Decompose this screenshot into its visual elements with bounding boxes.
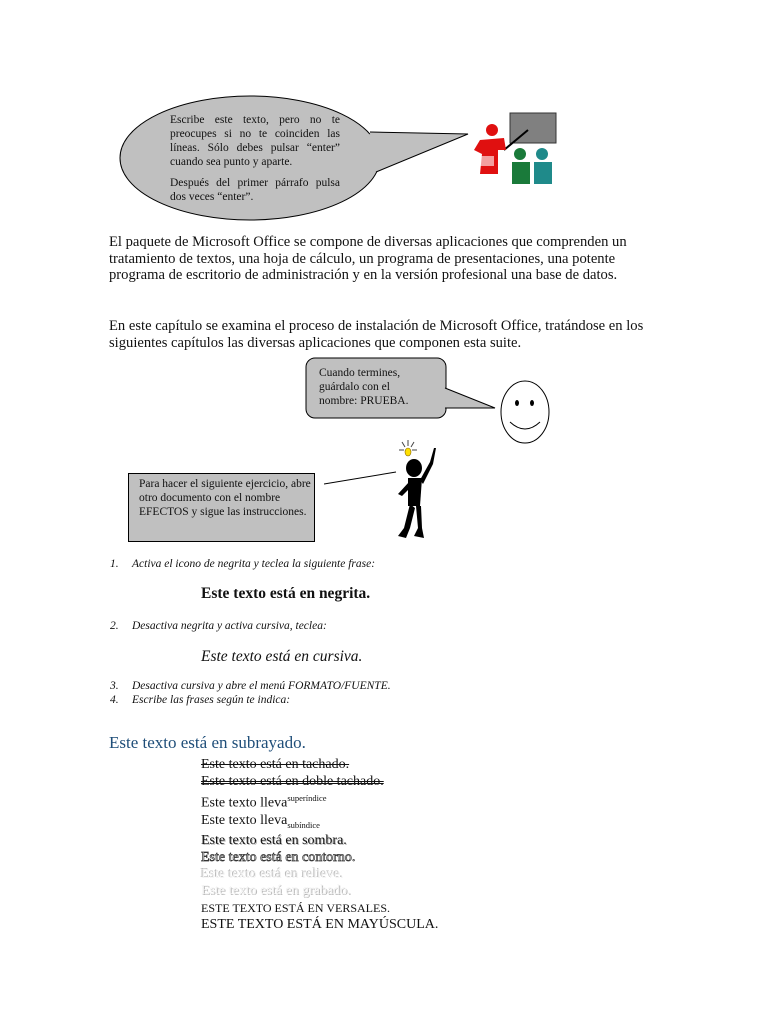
underline-heading: Este texto está en subrayado. <box>109 733 306 752</box>
effect-tachado: Este texto está en tachado. <box>201 757 350 772</box>
effect-doble-tachado: Este texto está en doble tachado. <box>201 773 384 789</box>
effect-subindice <box>201 813 438 834</box>
effect-versales: ESTE TEXTO ESTÁ EN VERSALES. <box>201 901 391 916</box>
connector-line <box>324 468 399 488</box>
subscript-base: Este texto lleva <box>201 812 288 828</box>
step-text: Escribe las frases según te indica: <box>132 694 291 706</box>
superscript-text: superíndice <box>287 793 327 804</box>
presenter-clipart <box>470 110 565 190</box>
instruction-box-text: Para hacer el siguiente ejercicio, abre otro documento con el nombre EFECTOS y sigue las instrucciones. <box>139 478 311 518</box>
thinking-figure-clipart <box>394 436 446 546</box>
bubble-save-text: Cuando termines, guárdalo con el nombre: PRUEBA. <box>319 367 409 407</box>
subscript-text: subíndice <box>287 819 320 830</box>
paragraph-office-suite: El paquete de Microsoft Office se compone de diversas aplicaciones que comprenden un tratamiento de textos, una hoja de cálculo, un programa de presentaciones, una potente programa de escritorio de administración y en la versión profesional una base de datos. <box>109 234 627 283</box>
step-text: Activa el icono de negrita y teclea la siguiente frase: <box>132 558 376 570</box>
step-4 <box>110 694 290 706</box>
paragraph-chapter-intro: En este capítulo se examina el proceso de instalación de Microsoft Office, tratándose en los siguientes capítulos las diversas aplicaciones que componen esta suite. <box>109 318 644 351</box>
smiley-icon <box>498 378 552 446</box>
step-text: Desactiva cursiva y abre el menú FORMATO/FUENTE. <box>132 680 391 692</box>
step-number: 1. <box>110 558 119 570</box>
bubble-paragraph-1: Escribe este texto, pero no te preocupes si no te coinciden las líneas. Sólo debes pulsar “enter” cuando sea punto y aparte. <box>170 114 340 168</box>
step-3 <box>110 680 391 692</box>
step-number: 4. <box>110 694 119 706</box>
step-number: 3. <box>110 680 119 692</box>
superscript-base: Este texto lleva <box>201 796 288 812</box>
effects-list <box>201 757 438 933</box>
bold-phrase: Este texto está en negrita. <box>201 585 371 602</box>
step-number: 2. <box>110 620 119 632</box>
italic-phrase: Este texto está en cursiva. <box>201 648 363 665</box>
effect-grabado: Este texto está en grabado. <box>201 883 351 899</box>
bubble-paragraph-2: Después del primer párrafo pulsa dos veces “enter”. <box>170 177 340 203</box>
effect-sombra: Este texto está en sombra. <box>201 833 347 849</box>
step-2 <box>110 620 327 632</box>
bubble-instruction-text <box>170 113 340 204</box>
effect-superindice <box>201 790 438 812</box>
step-text: Desactiva negrita y activa cursiva, teclea: <box>132 620 327 632</box>
step-1 <box>110 558 375 570</box>
effect-mayuscula: ESTE TEXTO ESTÁ EN MAYÚSCULA. <box>201 916 439 932</box>
effect-relieve: Este texto está en relieve. <box>201 866 344 882</box>
effect-contorno: Este texto está en contorno. <box>201 849 356 865</box>
